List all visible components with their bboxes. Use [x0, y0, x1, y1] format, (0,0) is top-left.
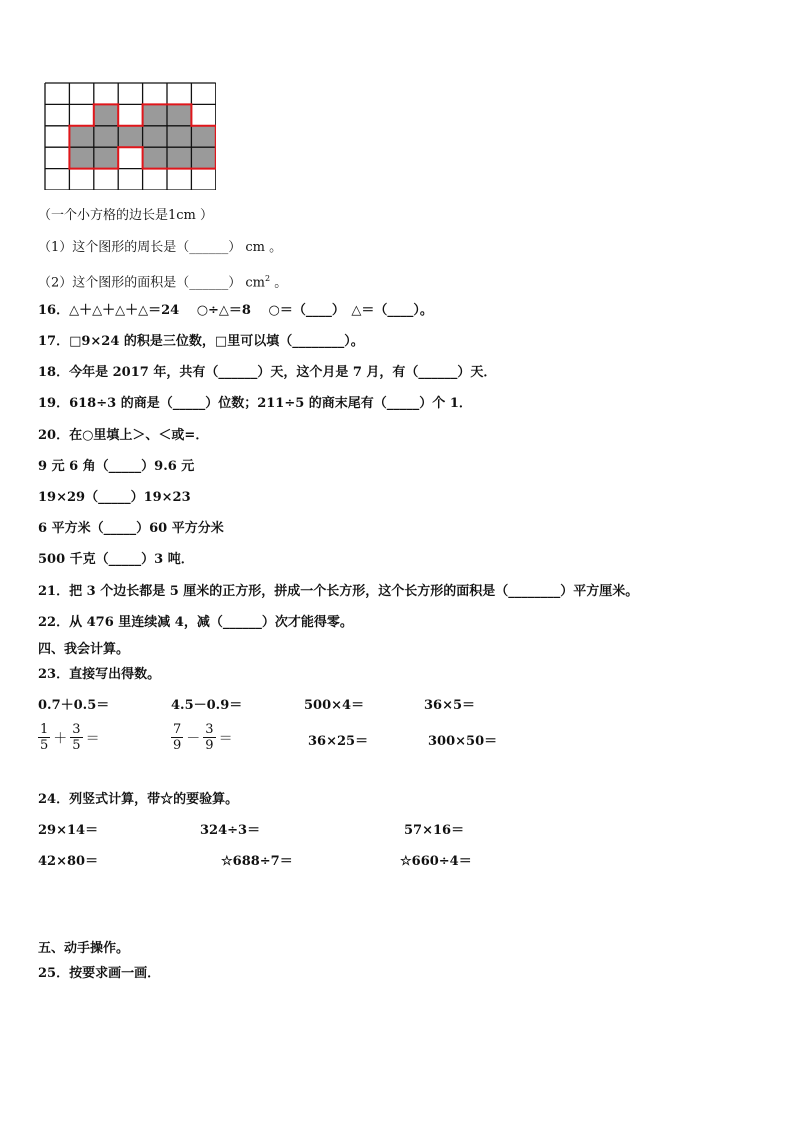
shaded-cell: [143, 104, 167, 125]
fraction: [38, 722, 50, 753]
q23-expr-3: 500×4＝: [304, 698, 365, 713]
q22: 22．从 476 里连续减 4，减（______）次才能得零。: [38, 615, 353, 630]
shaded-cell: [94, 126, 118, 147]
q20-item-1: 9 元 6 角（_____）9.6 元: [38, 459, 195, 474]
q16: 16．△＋△＋△＋△＝24 ○÷△＝8 ○＝（____） △＝（____）。: [38, 303, 433, 318]
section-4-heading: 四、我会计算。: [38, 642, 130, 657]
q18: 18．今年是 2017 年，共有（______）天，这个月是 7 月，有（______）天．: [38, 365, 497, 380]
q15-part1: （1）这个图形的周长是（______） cm 。: [38, 240, 283, 255]
q17: 17．□9×24 的积是三位数，□里可以填（________）。: [38, 334, 364, 349]
shaded-cell: [191, 126, 215, 147]
denominator: 9: [173, 738, 182, 753]
section-5-heading: 五、动手操作。: [38, 941, 130, 956]
q24-expr-5: ☆688÷7＝: [221, 854, 293, 869]
fraction: [203, 722, 215, 753]
numerator: 7: [173, 722, 182, 737]
shaded-cell: [167, 126, 191, 147]
denominator: 5: [72, 738, 81, 753]
q23-expr-4: 36×5＝: [424, 698, 476, 713]
shaded-cell: [191, 147, 215, 168]
denominator: 9: [205, 738, 214, 753]
q23-fraction-expr-2: [171, 722, 236, 753]
equals-sign: ＝: [85, 730, 100, 747]
shaded-cell: [69, 126, 93, 147]
q20-item-2: 19×29（_____）19×23: [38, 490, 191, 505]
numerator: 1: [40, 722, 49, 737]
q15-part2-text: （2）这个图形的面积是（______） cm: [38, 275, 266, 291]
q24-expr-3: 57×16＝: [404, 823, 465, 838]
q21: 21．把 3 个边长都是 5 厘米的正方形，拼成一个长方形，这个长方形的面积是（________）平方厘米。: [38, 584, 639, 599]
shaded-cell: [167, 147, 191, 168]
numerator: 3: [72, 722, 81, 737]
q24-stem: 24．列竖式计算，带☆的要验算。: [38, 792, 239, 807]
shaded-cell: [94, 104, 118, 125]
operator: －: [186, 730, 201, 747]
q19: 19．618÷3 的商是（_____）位数；211÷5 的商末尾有（_____）个 1．: [38, 396, 472, 411]
q20-item-3: 6 平方米（_____）60 平方分米: [38, 521, 224, 536]
q15-part2: [38, 271, 287, 291]
fraction: [70, 722, 82, 753]
q23-expr-8: 300×50＝: [428, 734, 498, 749]
shaded-cell: [94, 147, 118, 168]
operator: ＋: [53, 730, 68, 747]
q24-expr-6: ☆660÷4＝: [400, 854, 472, 869]
fraction: [171, 722, 183, 753]
q24-expr-1: 29×14＝: [38, 823, 99, 838]
q23-expr-7: 36×25＝: [308, 734, 369, 749]
shaded-cell: [143, 147, 167, 168]
q23-stem: 23．直接写出得数。: [38, 667, 161, 682]
q24-expr-2: 324÷3＝: [200, 823, 261, 838]
shaded-cell: [118, 126, 142, 147]
q20-stem: 20．在○里填上＞、＜或=．: [38, 428, 209, 443]
shaded-cell: [143, 126, 167, 147]
shaded-cell: [69, 147, 93, 168]
q23-expr-1: 0.7＋0.5＝: [38, 698, 110, 713]
q23-expr-2: 4.5－0.9＝: [171, 698, 243, 713]
q23-fraction-expr-1: [38, 722, 103, 753]
q15-note: （一个小方格的边长是1cm ）: [38, 208, 214, 223]
grid-figure-svg: [44, 82, 216, 190]
q24-expr-4: 42×80＝: [38, 854, 99, 869]
q20-item-4: 500 千克（_____）3 吨．: [38, 552, 194, 567]
q25: 25．按要求画一画．: [38, 966, 161, 981]
equals-sign: ＝: [218, 730, 233, 747]
denominator: 5: [40, 738, 49, 753]
numerator: 3: [205, 722, 214, 737]
shaded-cell: [167, 104, 191, 125]
q15-part2-sup: 2: [265, 274, 271, 283]
q15-part2-end: 。: [270, 275, 288, 291]
grid-figure: [44, 82, 216, 194]
